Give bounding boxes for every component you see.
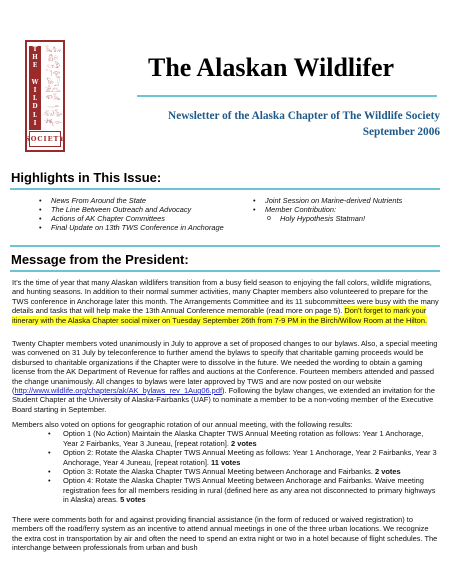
list-subitem: o Holy Hypothesis Statman! — [252, 214, 442, 223]
highlights-right-list — [252, 196, 442, 223]
wildlife-society-logo — [25, 40, 65, 152]
list-item: • News From Around the State — [38, 196, 228, 205]
highlights-divider-bottom — [10, 245, 440, 247]
paragraph-financial: There were comments both for and against providing financial assistance (in the form of reduced or waived registration) to members off the road/ferry system as an incentive to attend annual meetings in one of the three urban locations. We recognize the extra cost in transportation by air and often the need to spend an extra night or two in a hotel because of flight schedules. The interchange between professionals from urban and bush — [12, 515, 438, 553]
paragraph-rotation — [12, 420, 440, 505]
list-item — [12, 448, 440, 467]
list-item: • Joint Session on Marine-derived Nutrients — [252, 196, 442, 205]
paragraph-text: It’s the time of year that many Alaskan wildlifers transition from a busy field season to enjoying the fall colors, wildlife migrations, and hunting seasons. In addition to their normal summer activities, many Chapter members also volunteered to prepare for the TWS conference in Anchorage later this month. The Arrangements Committee and its 11 subcommittees were busy with the many details and tasks that will help make the 13th Annual Conference memorable (read more on page 5). — [12, 278, 439, 316]
logo-side-text: T H E W I L D L I — [29, 46, 41, 130]
logo-society-label: SOCIETY — [29, 131, 61, 147]
president-divider — [10, 270, 440, 272]
option-votes: 2 votes — [375, 467, 401, 477]
paragraph-text: Members also voted on options for geographic rotation of our annual meeting, with the following results: — [12, 420, 353, 429]
rotation-options-list — [12, 429, 440, 504]
option-votes: 2 votes — [231, 438, 257, 448]
newsletter-title: The Alaskan Wildlifer — [148, 53, 395, 82]
option-text: Option 2: Rotate the Alaska Chapter TWS Annual Meeting as follows: Year 1 Anchorage, Year 2 Fairbanks, Year 3 Anchorage, Year 4 Juneau, [repeat rotation]. — [63, 448, 437, 467]
option-text: Option 3: Rotate the Alaska Chapter TWS Annual Meeting between Anchorage and Fairbanks. — [63, 467, 376, 477]
highlights-left-list — [38, 196, 228, 232]
list-item — [12, 429, 440, 448]
paragraph-text: ). Following the bylaw changes, we extended an invitation for the Student Chapter at the University of Alaska-Fairbanks (UAF) to nominate a member to be a non-voting member of the Executive Board starting in September. — [12, 386, 435, 414]
list-item: • Member Contribution: — [252, 205, 442, 214]
option-votes: 5 votes — [120, 495, 146, 505]
issue-date: September 2006 — [362, 126, 440, 138]
paragraph-intro — [12, 278, 440, 325]
highlights-divider-top — [10, 188, 440, 190]
option-text: Option 4: Rotate the Alaska Chapter TWS Annual Meeting between Anchorage and Fairbanks. Waive meeting registration fees for all members residing in rural (defined here as any area not disconnected to primary highways in Alaska) areas. — [63, 476, 436, 505]
bylaws-link[interactable]: http://www.wildlife.org/chapters/ak/AK_bylaws_rev_1Aug06.pdf — [14, 386, 223, 396]
president-message-heading: Message from the President: — [11, 252, 189, 267]
list-item — [12, 476, 440, 504]
logo-hieroglyph-icon: 𓅓𓃒 𓆣𓁶 𓃭𓅱 𓆓𓂀 𓅃𓃀 𓀀𓃹 𓆛𓅓 𓂋𓏏 𓃰𓅭 𓆈𓁹 — [43, 46, 63, 126]
newsletter-subtitle: Newsletter of the Alaska Chapter of The Wildlife Society — [168, 110, 440, 122]
highlighted-reminder: Don’t forget to mark your itinerary with the Alaska Chapter social mixer on Tuesday September 26th from 7-9 PM in the Birch/Willow Room at the Hilton. — [12, 306, 428, 325]
option-votes: 11 votes — [211, 457, 241, 467]
paragraph-text: Twenty Chapter members voted unanimously in July to approve a set of proposed changes to our bylaws. Also, a special meeting was convened on 31 July by teleconference to further amend the bylaws to specify that charitable gaming proceeds would be disbursed to charitable organizations if the Chapter were to dissolve in the future. We needed the wording to obtain a gaming license from the AK Department of Revenue for raffles and auctions at the Conference. Fourteen members attended and passed the change unanimously. All changes to bylaws were later approved by TWS and are now posted on our website ( — [12, 339, 438, 396]
highlights-heading: Highlights in This Issue: — [11, 170, 162, 185]
option-text: Option 1 (No Action) Maintain the Alaska Chapter TWS Annual Meeting rotation as follows: Year 1 Anchorage, Year 2 Fairbanks, Year 3 Juneau, [repeat rotation]. — [63, 429, 424, 448]
paragraph-bylaws — [12, 339, 440, 414]
list-item: • The Line Between Outreach and Advocacy — [38, 205, 228, 214]
list-item — [12, 467, 440, 476]
list-item: • Actions of AK Chapter Committees — [38, 214, 228, 223]
list-item: • Final Update on 13th TWS Conference in Anchorage — [38, 223, 228, 232]
title-divider — [137, 95, 437, 97]
